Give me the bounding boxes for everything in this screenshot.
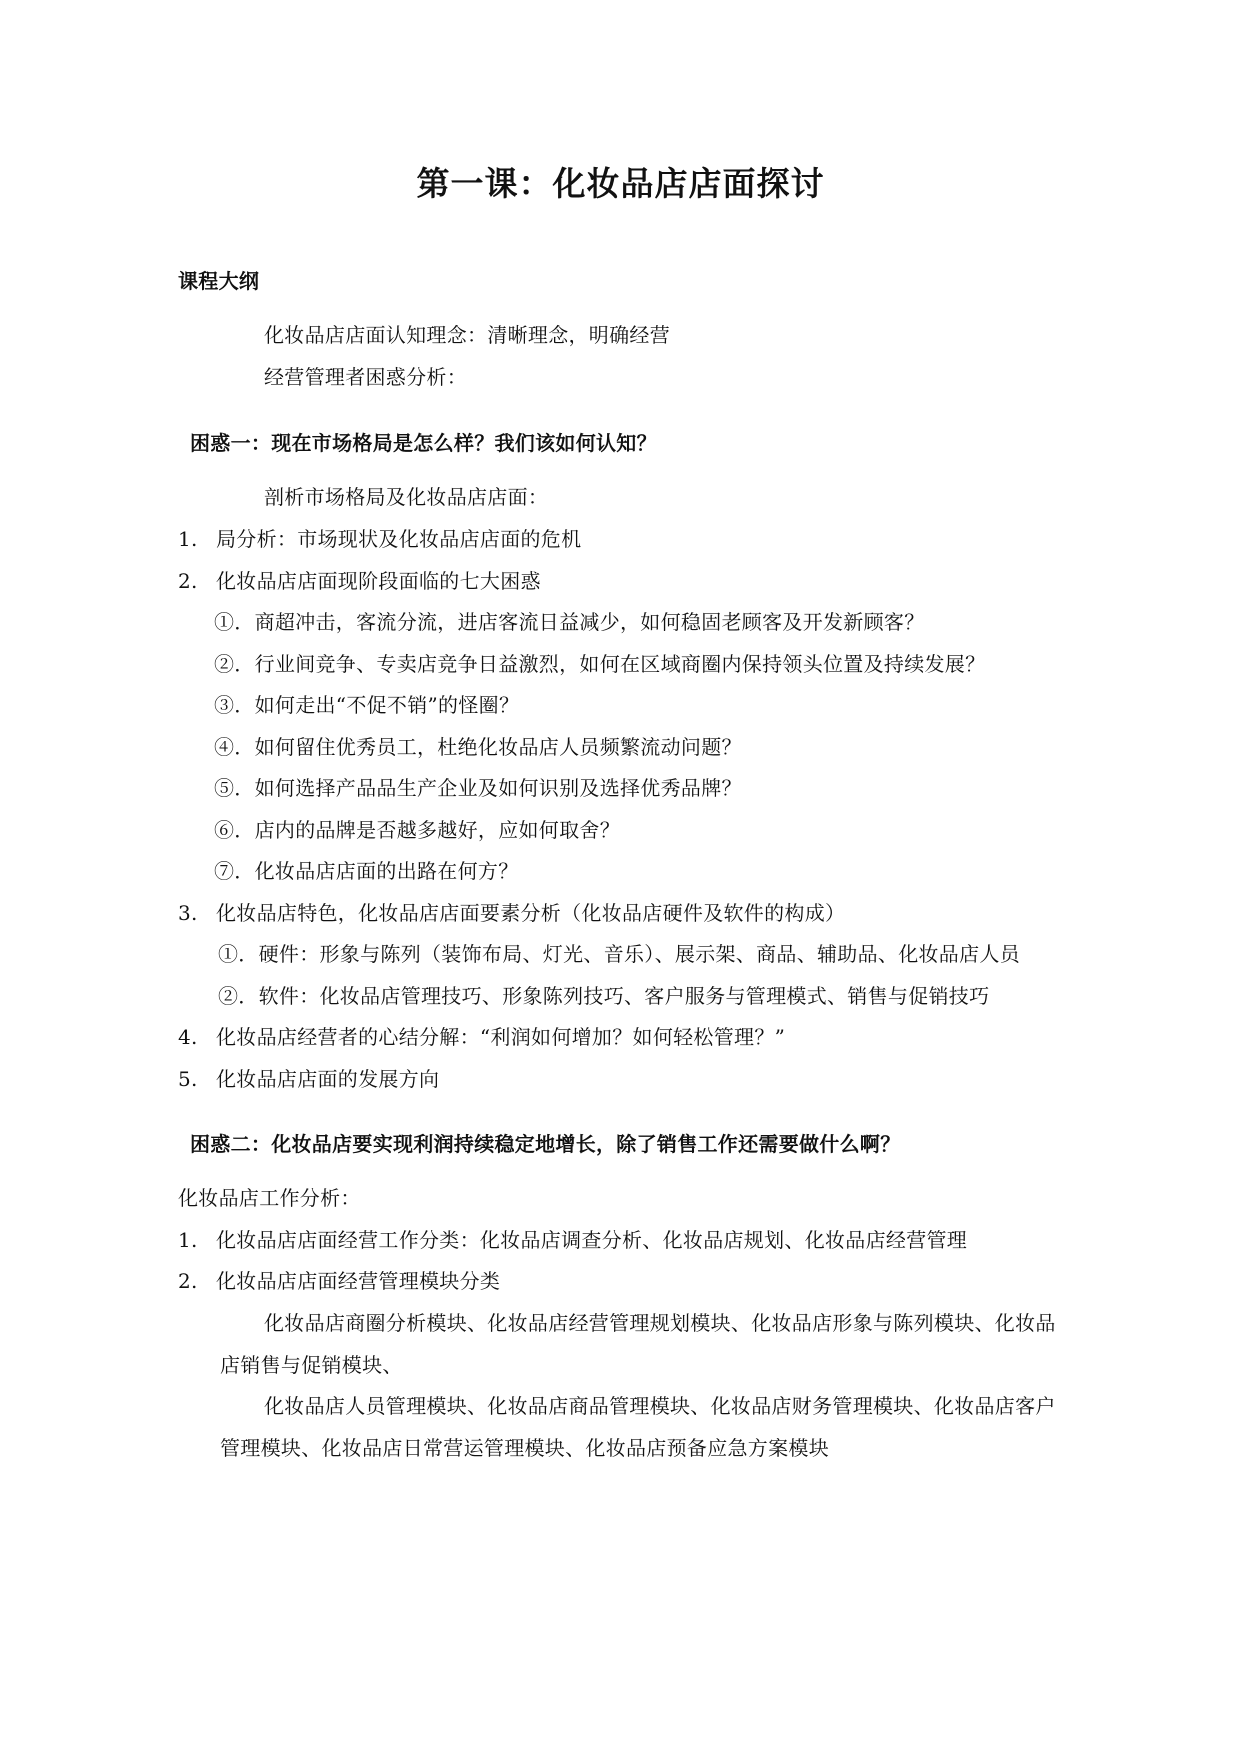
seven-confusion-3: ③．如何走出“不促不销”的怪圈？ — [214, 693, 520, 717]
element-software: ②．软件：化妆品店管理技巧、形象陈列技巧、客户服务与管理模式、销售与促销技巧 — [218, 984, 990, 1008]
item-number: 4. — [178, 1025, 198, 1049]
confusion2-item-2 — [178, 1268, 500, 1294]
item-text: 化妆品店店面经营工作分类：化妆品店调查分析、化妆品店规划、化妆品店经营管理 — [216, 1228, 968, 1252]
confusion2-item-1 — [178, 1227, 967, 1253]
confusion1-item-2 — [178, 568, 541, 594]
confusion2-intro: 化妆品店工作分析： — [178, 1186, 361, 1210]
confusion1-item-1 — [178, 526, 581, 552]
outline-line-1: 化妆品店店面认知理念：清晰理念，明确经营 — [264, 323, 670, 347]
seven-confusion-4: ④．如何留住优秀员工，杜绝化妆品店人员频繁流动问题？ — [214, 735, 742, 759]
item-text: 化妆品店店面的发展方向 — [216, 1067, 440, 1091]
seven-confusion-6: ⑥．店内的品牌是否越多越好，应如何取舍？ — [214, 818, 620, 842]
item-text: 化妆品店经营者的心结分解：“利润如何增加？如何轻松管理？” — [216, 1025, 786, 1049]
modules-line-1: 化妆品店商圈分析模块、化妆品店经营管理规划模块、化妆品店形象与陈列模块、化妆品 — [264, 1311, 1056, 1335]
item-text: 化妆品店店面经营管理模块分类 — [216, 1269, 501, 1293]
modules-line-2: 店销售与促销模块、 — [220, 1353, 403, 1377]
item-text: 化妆品店店面现阶段面临的七大困惑 — [216, 569, 541, 593]
confusion1-item-3 — [178, 900, 845, 926]
confusion2-heading: 困惑二：化妆品店要实现利润持续稳定地增长，除了销售工作还需要做什么啊？ — [190, 1132, 901, 1156]
seven-confusion-5: ⑤．如何选择产品品生产企业及如何识别及选择优秀品牌？ — [214, 776, 742, 800]
item-number: 2. — [178, 569, 198, 593]
outline-line-2: 经营管理者困惑分析： — [264, 365, 467, 389]
confusion1-heading: 困惑一：现在市场格局是怎么样？我们该如何认知？ — [190, 431, 657, 455]
modules-line-4: 管理模块、化妆品店日常营运管理模块、化妆品店预备应急方案模块 — [220, 1436, 829, 1460]
item-text: 局分析：市场现状及化妆品店店面的危机 — [216, 527, 582, 551]
item-number: 1. — [178, 527, 198, 551]
item-number: 1. — [178, 1228, 198, 1252]
item-number: 2. — [178, 1269, 198, 1293]
item-number: 3. — [178, 901, 198, 925]
confusion1-item-5 — [178, 1066, 439, 1092]
item-text: 化妆品店特色，化妆品店店面要素分析（化妆品店硬件及软件的构成） — [216, 901, 846, 925]
confusion1-intro: 剖析市场格局及化妆品店店面： — [264, 485, 549, 509]
confusion1-item-4 — [178, 1024, 785, 1050]
page-title: 第一课：化妆品店店面探讨 — [416, 164, 825, 203]
item-number: 5. — [178, 1067, 198, 1091]
seven-confusion-7: ⑦．化妆品店店面的出路在何方？ — [214, 859, 519, 883]
outline-heading: 课程大纲 — [178, 269, 260, 293]
seven-confusion-2: ②．行业间竞争、专卖店竞争日益激烈，如何在区域商圈内保持领头位置及持续发展？ — [214, 652, 986, 676]
element-hardware: ①．硬件：形象与陈列（装饰布局、灯光、音乐）、展示架、商品、辅助品、化妆品店人员 — [218, 942, 1020, 966]
modules-line-3: 化妆品店人员管理模块、化妆品店商品管理模块、化妆品店财务管理模块、化妆品店客户 — [264, 1394, 1056, 1418]
seven-confusion-1: ①．商超冲击，客流分流，进店客流日益减少，如何稳固老顾客及开发新顾客？ — [214, 610, 925, 634]
